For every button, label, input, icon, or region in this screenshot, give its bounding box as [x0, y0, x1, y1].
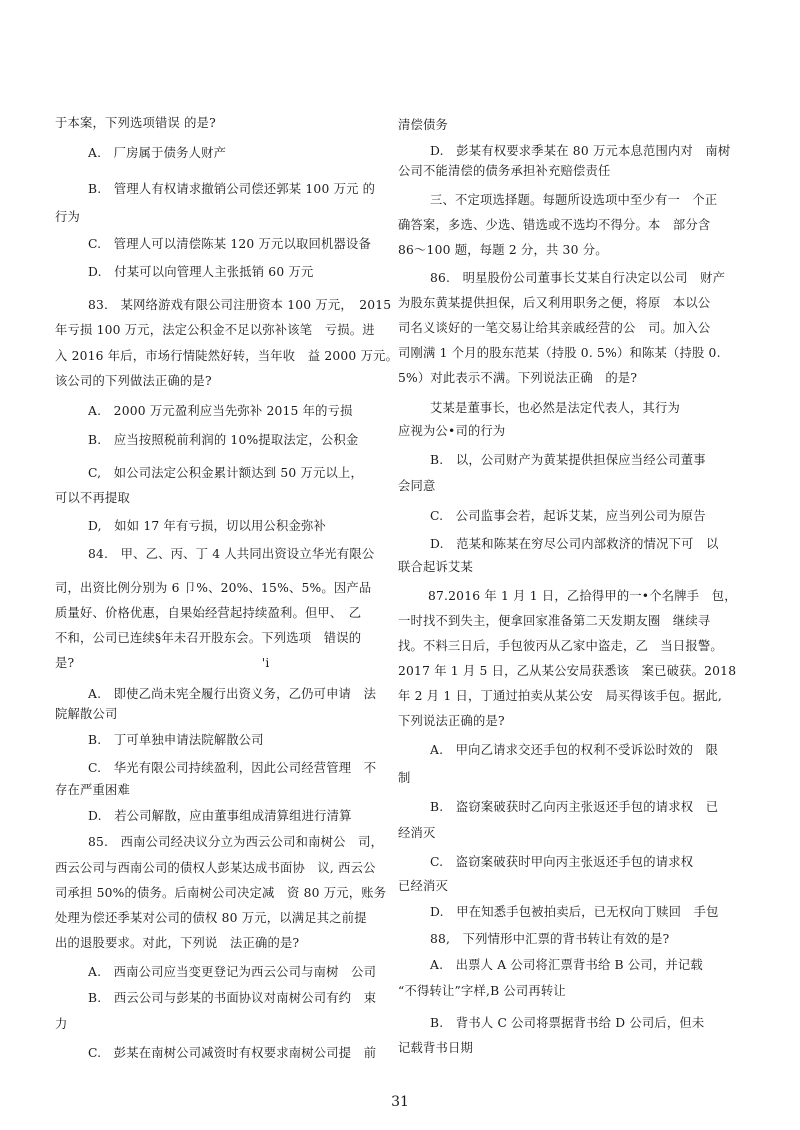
text-line: 5%）对此表示不满。下列说法正确 的是? [398, 371, 638, 385]
text-line: 公司不能清偿的债务承担补充赔偿责任 [398, 164, 611, 178]
text-line: 找。不料三日后，手包彼丙从乙家中盗走，乙 当日报警。 [398, 639, 723, 653]
page-number: 31 [391, 1094, 409, 1110]
text-line: 院解散公司 [55, 707, 118, 721]
text-line: B. 以，公司财产为黄某提供担保应当经公司董事 [430, 453, 706, 467]
text-line: 该公司的下列做法正确的是? [55, 374, 212, 388]
text-line: 三、不定项选择题。每题所设选项中至少有一 个正 [430, 193, 718, 207]
text-line: A. 西南公司应当变更登记为西云公司与南树 公司 [88, 965, 377, 979]
text-line: 西云公司与西南公司的债权人彭某达成书面协 议, 西云公 [55, 861, 376, 875]
text-line: 联合起诉艾某 [398, 560, 473, 574]
text-line: 确答案，多选、少选、错选或不选均不得分。本 部分含 [398, 218, 711, 232]
text-line: 艾某是董事长，也必然是法定代表人，其行为 [430, 401, 680, 415]
text-line: “不得转让”字样,B 公司再转让 [398, 984, 566, 998]
text-line: C. 管理人可以清偿陈某 120 万元以取回机器设备 [88, 237, 372, 251]
text-line: 已经消灭 [398, 879, 448, 893]
text-line: D. 彭某有权要求季某在 80 万元本息范围内对 南树 [430, 144, 731, 158]
text-line: 司承担 50%的债务。后南树公司决定减 资 80 万元，账务 [55, 886, 387, 900]
text-line: 是? 'i [55, 656, 270, 670]
text-line: 入 2016 年后，市场行情陡然好转，当年收 益 2000 万元。 [55, 349, 399, 363]
text-line: 下列说法正确的是? [398, 714, 505, 728]
text-line: A. 即使乙尚未宪全履行出资义务，乙仍可申请 法 [88, 687, 377, 701]
text-line: B. 丁可单独申请法院解散公司 [88, 733, 264, 747]
text-line: 应视为公•司的行为 [398, 424, 506, 438]
text-line: D. 甲在知悉手包被拍卖后，已无权向丁赎回 手包 [430, 905, 719, 919]
text-line: 一时找不到失主，便拿回家准备第二天发期友圈 继续寻 [398, 614, 711, 628]
text-line: A. 厂房属于债务人财产 [88, 146, 227, 160]
text-line: A. 2000 万元盈利应当先弥补 2015 年的亏损 [88, 404, 353, 418]
text-line: A. 甲向乙请求交还手包的权利不受诉讼时效的 限 [430, 743, 719, 757]
text-line: 85. 西南公司经决议分立为西云公司和南树公 司， [88, 835, 384, 849]
text-line: 86. 明星股份公司董事长艾某自行决定以公司 财产 [430, 271, 726, 285]
text-line: 87.2016 年 1 月 1 日，乙拾得甲的一•个名牌手 包， [428, 589, 737, 603]
text-line: B. 应当按照税前利润的 10%提取法定，公积金 [88, 433, 359, 447]
text-line: 质量好、价格优惠，自果始经营起持续盈利。但甲、 乙 [55, 606, 362, 620]
text-line: C. 盗窃案破获时甲向丙主张返还手包的请求权 [430, 855, 694, 869]
text-line: 记载背书日期 [398, 1041, 473, 1055]
text-line: C, 如公司法定公积金累计额达到 50 万元以上， [88, 466, 363, 480]
text-line: 84. 甲、乙、丙、丁 4 人共同出资设立华光有限公 [88, 547, 375, 561]
text-line: B. 盗窃案破获时乙向丙主张返还手包的请求权 已 [430, 800, 719, 814]
text-line: C. 公司监事会若，起诉艾某，应当列公司为原告 [430, 509, 706, 523]
text-line: 清偿债务 [398, 118, 448, 132]
text-line: D. 范某和陈某在穷尽公司内部救济的情况下可 以 [430, 537, 719, 551]
text-line: 司刚满 1 个月的股东范某（持股 0. 5%）和陈某（持股 0. [398, 346, 721, 360]
text-line: 会同意 [398, 479, 436, 493]
text-line: A. 出票人 A 公司将汇票背书给 B 公司，并记载 [430, 958, 703, 972]
text-line: 2017 年 1 月 5 日，乙从某公安局获悉该 案已破获。2018 [398, 664, 737, 678]
text-line: 83. 某网络游戏有限公司注册资本 100 万元， 2015 [88, 298, 392, 312]
text-line: 处理为偿还季某对公司的债权 80 万元，以满足其之前提 [55, 911, 367, 925]
text-line: 力 [55, 1017, 68, 1031]
text-line: 可以不再提取 [55, 491, 130, 505]
text-line: 不和，公司已连续§年未召开股东会。下列选项 错误的 [55, 631, 362, 645]
text-line: C. 华光有限公司持续盈利，因此公司经营管理 不 [88, 761, 377, 775]
text-line: 存在严重困难 [55, 783, 130, 797]
text-line: B. 西云公司与彭某的书面协议对南树公司有约 束 [88, 991, 377, 1005]
text-line: 出的退股要求。对此，下列说 法正确的是? [55, 936, 300, 950]
text-line: B. 背书人 C 公司将票据背书给 D 公司后，但未 [430, 1016, 705, 1030]
text-line: 年亏损 100 万元，法定公积金不足以弥补该笔 亏损。进 [55, 323, 375, 337]
text-line: B. 管理人有权请求撤销公司偿还郭某 100 万元 的 [88, 182, 376, 196]
text-line: 于本案，下列选项错误 的是? [55, 116, 216, 130]
text-line: 86～100 题，每题 2 分，共 30 分。 [398, 243, 608, 257]
text-line: 经消灭 [398, 826, 436, 840]
text-line: 年 2 月 1 日，丁通过拍卖从某公安 局买得该手包。据此, [398, 689, 723, 703]
text-line: 司，出资比例分别为 6 卩%、20%、15%、5%。因产品 [55, 581, 372, 595]
text-line: D, 如如 17 年有亏损，切以用公积金弥补 [88, 519, 326, 533]
text-line: 司名义谈好的一笔交易让给其亲戚经营的公 司。加入公 [398, 321, 711, 335]
text-line: C. 彭某在南树公司减资时有权要求南树公司提 前 [88, 1046, 377, 1060]
text-line: 行为 [55, 210, 80, 224]
text-line: 制 [398, 771, 411, 785]
text-line: 88, 下列情形中汇票的背书转让有效的是? [430, 932, 670, 946]
text-line: D. 付某可以向管理人主张抵销 60 万元 [88, 265, 314, 279]
text-line: 为股东黄某提供担保，后又利用职务之便，将原 本以公 [398, 296, 711, 310]
text-line: D. 若公司解散，应由董事组成清算组进行清算 [88, 809, 352, 823]
